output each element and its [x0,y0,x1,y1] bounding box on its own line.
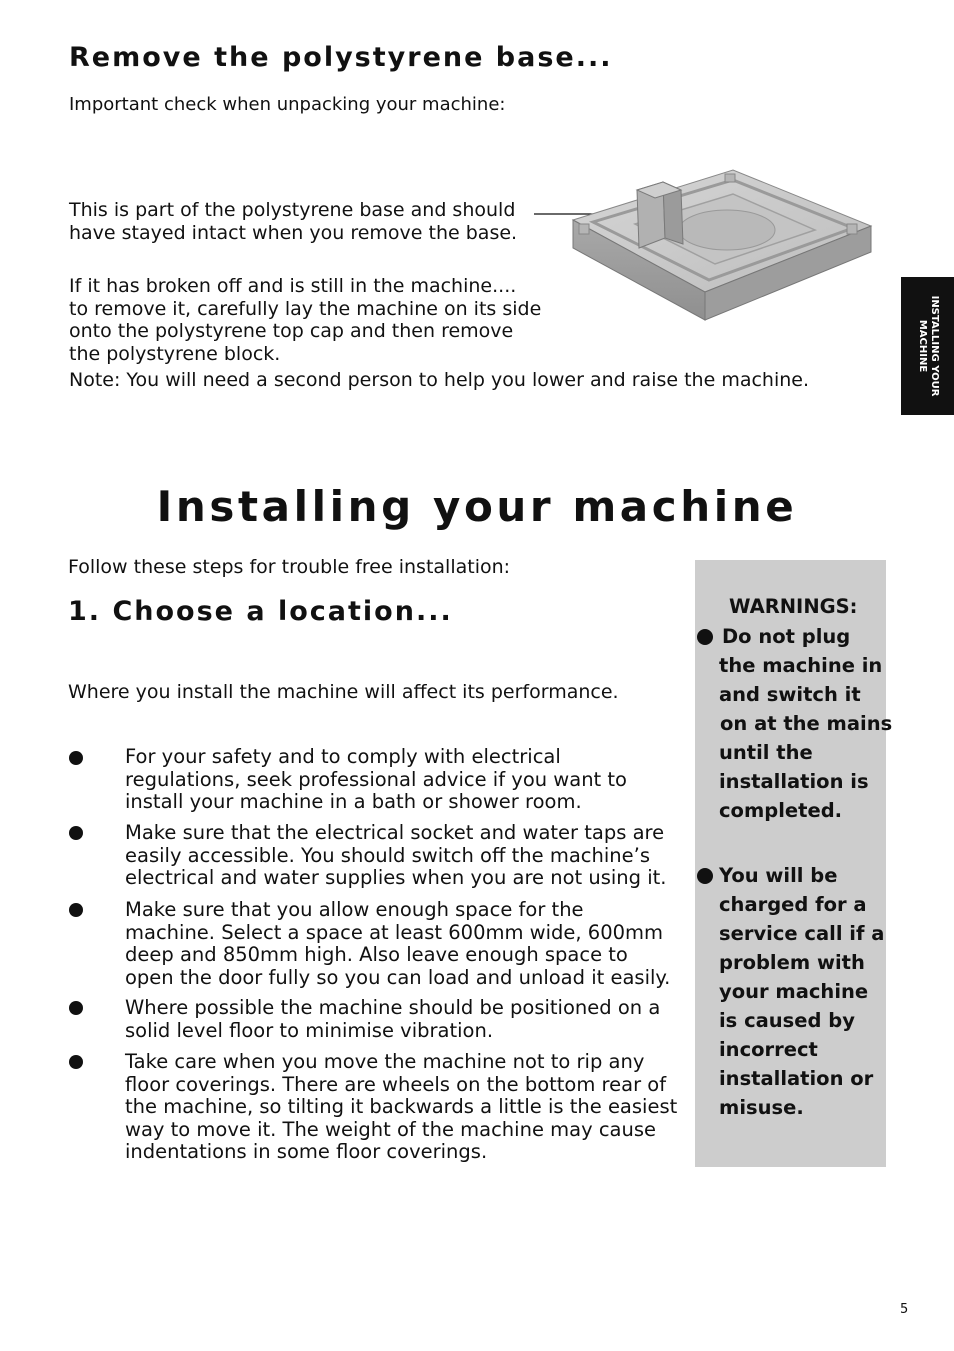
bullet-icon [697,629,713,645]
warning-service-charge [719,861,884,1122]
list-item [125,997,660,1042]
list-item [125,899,670,989]
unpacking-intro: Important check when unpacking your machine: [69,94,506,115]
list-item-line: machine. Select a space at least 600mm wide, 600mm [125,920,664,944]
list-item [125,822,667,890]
warning-line: the machine in [719,654,883,677]
list-item-line: the machine, so tilting it backwards a little is the easiest [125,1095,678,1119]
page-number: 5 [900,1302,909,1317]
list-item-line: install your machine in a bath or shower room. [125,790,582,814]
side-tab-label [916,296,940,397]
warning-line: on at the mains [720,712,893,735]
warning-line: until the [719,741,813,764]
section-side-tab [901,277,954,415]
bullet-icon [69,1055,83,1069]
list-item-line: regulations, seek professional advice if you want to [125,767,627,791]
list-item-line: floor coverings. There are wheels on the bottom rear of [125,1072,667,1096]
warning-no-plug [719,622,892,825]
list-item-line: Make sure that you allow enough space for the [125,898,584,921]
second-person-note: Note: You will need a second person to help you lower and raise the machine. [69,369,810,391]
bullet-icon [697,868,713,884]
warning-line: and switch it [719,683,861,706]
warning-line: You will be [719,864,838,887]
warning-line: incorrect [719,1038,818,1061]
warning-line: charged for a [719,893,867,916]
instruction-line: onto the polystyrene top cap and then remove [69,320,514,343]
follow-steps-intro: Follow these steps for trouble free installation: [68,556,511,578]
part-description-line: This is part of the polystyrene base and should [69,199,516,221]
instruction-line: the polystyrene block. [69,342,281,365]
part-description [69,199,517,244]
warning-line: completed. [719,799,843,822]
instruction-line: If it has broken off and is still in the machine.... [69,275,517,297]
polystyrene-base-image [565,160,877,330]
warning-line: misuse. [719,1096,804,1119]
bullet-icon [69,903,83,917]
warning-line: is caused by [719,1009,855,1032]
list-item-line: deep and 850mm high. Also leave enough space to [125,943,628,967]
section-heading-remove-base: Remove the polystyrene base... [69,42,613,73]
bullet-icon [69,826,83,840]
side-tab-line: INSTALLING YOUR [928,295,940,397]
bullet-icon [69,751,83,765]
warning-line: installation or [719,1067,874,1090]
warning-line: your machine [719,980,869,1003]
broken-block-instructions [69,275,541,365]
warning-line: problem with [719,951,865,974]
list-item-line: For your safety and to comply with electrical [125,745,561,768]
list-item-line: way to move it. The weight of the machine may cause [125,1117,657,1141]
bullet-icon [69,1001,83,1015]
list-item-line: Make sure that the electrical socket and water taps are [125,821,665,844]
location-intro: Where you install the machine will affect its performance. [68,681,619,703]
warning-line: installation is [719,770,869,793]
list-item-line: easily accessible. You should switch off the machine’s [125,843,650,867]
warning-line: Do not plug [722,625,851,648]
part-description-line: have stayed intact when you remove the base. [69,221,518,244]
list-item [125,746,627,814]
warnings-title: WARNINGS: [729,595,858,618]
side-tab-line: MACHINE [916,319,928,373]
list-item-line: indentations in some floor coverings. [125,1140,488,1164]
list-item-line: solid level floor to minimise vibration. [125,1018,494,1042]
list-item [125,1051,677,1164]
list-item-line: Take care when you move the machine not to rip any [125,1050,645,1073]
instruction-line: to remove it, carefully lay the machine on its side [69,297,542,320]
list-item-line: Where possible the machine should be positioned on a [125,996,661,1019]
list-item-line: open the door fully so you can load and unload it easily. [125,965,671,989]
page-title: Installing your machine [156,482,798,531]
warning-line: service call if a [719,922,885,945]
list-item-line: electrical and water supplies when you are not using it. [125,866,667,890]
step-1-heading: 1. Choose a location... [68,596,453,627]
